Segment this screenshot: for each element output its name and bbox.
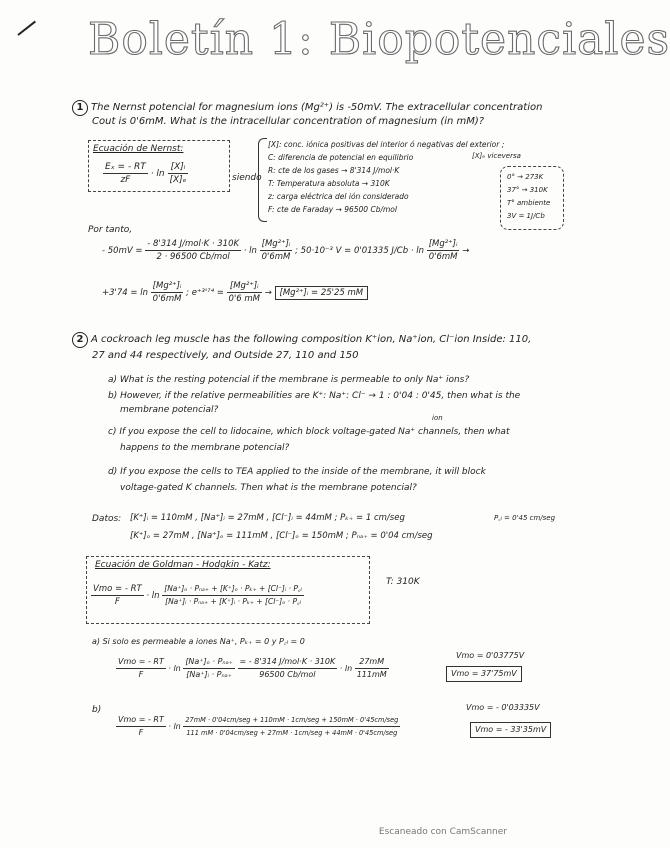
q2-part-b-line2: membrane potencial? — [120, 405, 219, 415]
q2-part-c-ion-note: ion — [432, 414, 443, 422]
q1-number: 1 — [72, 100, 88, 116]
ghk-temperature: T: 310K — [386, 577, 420, 587]
scanner-watermark: Escaneado con CamScanner — [378, 827, 507, 837]
eq1-frac-num: [Mg²⁺]ᵢ — [261, 239, 291, 249]
eq2-frac-den: 0'6mM — [152, 294, 182, 304]
q2-part-b-line1: b) However, if the relative permeabilities are K⁺: Na⁺: Cl⁻ → 1 : 0'04 : 0'45, then what is the — [108, 391, 521, 401]
q2-part-d-line2: voltage-gated K channels. Then what is the membrane potencial? — [120, 483, 417, 493]
nernst-box-title: Ecuación de Nernst: — [93, 144, 184, 154]
eq2-frac2-num: [Mg²⁺]ᵢ — [227, 280, 262, 293]
eq1-den: 2 · 96500 Cb/mol — [156, 252, 230, 262]
pen-stroke-mark — [17, 21, 36, 36]
part-a-equation — [116, 656, 389, 681]
eq1-lhs: - 50mV = — [102, 246, 143, 256]
def-item: C: diferencia de potencial en equilibrio — [268, 153, 414, 162]
q1-equation-1: - 50mV = $\frac{\text{- 8'314 J/mol·K · 310K}}{\text{2 · 96500 Cb/mol}}$ · ln $\frac{\text{[Mg²⁺]ᵢ}}{0'6mM}$ ; 50·10⁻³ V = 0'01335 J/Cb · ln $\frac{\text{[Mg²⁺]ᵢ}}{0'6mM}$ → — [102, 239, 470, 262]
nernst-den: zF — [120, 175, 131, 185]
def-item: z: carga eléctrica del ión considerado — [268, 192, 409, 201]
eq1-ln: · ln — [243, 246, 257, 256]
part-b-result: Vmo = - 33'35mV — [470, 722, 551, 738]
part-a-eq: = - 8'314 J/mol·K · 310K — [238, 656, 338, 669]
datos-row-1: [K⁺]ᵢ = 110mM , [Na⁺]ᵢ = 27mM , [Cl⁻]ᵢ = 44mM ; Pₖ₊ = 1 cm/seg — [130, 513, 405, 523]
ghk-equation-box — [86, 556, 370, 624]
temp-notes — [507, 171, 550, 223]
part-b-lhs: Vmo = - RT — [116, 714, 166, 727]
ghk-box-title: Ecuación de Goldman - Hodgkin - Katz: — [95, 560, 271, 570]
nernst-frac-den: [X]ₑ — [169, 175, 187, 185]
part-a-frac-den: 111mM — [356, 670, 387, 679]
eq1-frac2-den: 0'6mM — [428, 252, 458, 262]
part-a-eq-den: 96500 Cb/mol — [259, 670, 316, 679]
q2-number: 2 — [72, 332, 88, 348]
datos-row-1-right: P꜀ₗ = 0'45 cm/seg — [494, 514, 556, 522]
part-a-label: a) Si solo es permeable a iones Na⁺, Pₖ₊ = 0 y P꜀ₗ = 0 — [92, 637, 305, 646]
datos-label: Datos: — [92, 514, 122, 524]
ghk-num-row: [Na⁺]ₒ · Pₙₐ₊ + [K⁺]ₒ · Pₖ₊ + [Cl⁻]ᵢ · P꜀ₗ — [162, 583, 303, 596]
nernst-equation-box — [88, 140, 230, 192]
part-a-lhs: Vmo = - RT — [116, 656, 166, 669]
ghk-den: F — [114, 597, 120, 607]
def-item: [X]: conc. iónica positivas del interior ó negativas del exterior ; — [268, 140, 505, 149]
eq2-lhs: +3'74 = ln — [102, 288, 148, 298]
def-item: F: cte de Faraday → 96500 Cb/mol — [268, 205, 397, 214]
nernst-lhs: Eₓ = - RT — [105, 162, 146, 172]
q2-part-d-line1: d) If you expose the cells to TEA applied to the inside of the membrane, it will block — [108, 467, 486, 477]
defs-brace — [258, 138, 267, 222]
ghk-ln: · ln — [146, 591, 160, 601]
datos-row-2: [K⁺]ₒ = 27mM , [Na⁺]ₒ = 111mM , [Cl⁻]ₒ = 150mM ; Pₙₐ₊ = 0'04 cm/seg — [130, 531, 433, 541]
def-item: T: Temperatura absoluta → 310K — [268, 179, 390, 188]
temp-note: 37° → 310K — [507, 186, 548, 194]
temperature-note-box — [500, 166, 564, 230]
q2-part-c-line1: c) If you expose the cell to lidocaine, which block voltage-gated Na⁺ channels, then what — [108, 427, 510, 437]
eq1-num: - 8'314 J/mol·K · 310K — [147, 239, 240, 249]
page-title: Boletín 1: Biopotenciales — [88, 14, 670, 65]
temp-note: T° ambiente — [507, 199, 551, 207]
eq1-mid: ; 50·10⁻³ V = 0'01335 J/Cb · ln — [295, 246, 424, 256]
nernst-definitions — [268, 138, 504, 216]
part-a-ln: · ln — [168, 664, 181, 673]
q2-line1: A cockroach leg muscle has the following composition K⁺ion, Na⁺ion, Cl⁻ion Inside: 110, — [91, 334, 532, 345]
q1-answer: [Mg²⁺]ᵢ = 25'25 mM — [275, 286, 369, 300]
q2-statement — [72, 332, 531, 348]
part-a-frac-num: 27mM — [355, 656, 389, 669]
eq1-frac2-num: [Mg²⁺]ᵢ — [428, 239, 458, 249]
def-item: R: cte de los gases → 8'314 J/mol·K — [268, 166, 400, 175]
eq2-frac-num: [Mg²⁺]ᵢ — [152, 281, 182, 291]
q1-line2: Cout is 0'6mM. What is the intracellular concentration of magnesium (in mM)? — [92, 116, 485, 127]
siendo-label: siendo — [232, 173, 262, 183]
part-a-dnm: [Na⁺]ᵢ · Pₙₐ₊ — [186, 670, 233, 679]
part-a-result: Vmo = 37'75mV — [446, 666, 522, 682]
temp-note: 3V = 1J/Cb — [507, 212, 545, 220]
eq1-frac-den: 0'6mM — [261, 252, 291, 262]
part-a-den: F — [138, 670, 144, 679]
part-b-num: 27mM · 0'04cm/seg + 110mM · 1cm/seg + 150mM · 0'45cm/seg — [183, 714, 400, 727]
q2-line2: 27 and 44 respectively, and Outside 27, 110 and 150 — [92, 350, 359, 361]
q1-line1: The Nernst potencial for magnesium ions (Mg²⁺) is -50mV. The extracellular concentration — [91, 102, 543, 113]
part-b-equation — [116, 714, 400, 739]
part-a-num: [Na⁺]ₒ · Pₙₐ₊ — [183, 656, 235, 669]
nernst-formula — [103, 161, 188, 186]
eq2-mid: ; e⁺³'⁷⁴ = — [186, 288, 224, 298]
q1-statement — [72, 100, 542, 116]
ghk-lhs: Vmo = - RT — [93, 584, 142, 594]
part-b-ln: · ln — [168, 722, 181, 731]
part-b-dnm: 111 mM · 0'04cm/seg + 27mM · 1cm/seg + 44mM · 0'45cm/seg — [186, 729, 398, 737]
part-b-den: F — [138, 728, 144, 737]
por-tanto: Por tanto, — [88, 225, 133, 235]
part-a-result-raw: Vmo = 0'03775V — [456, 651, 525, 660]
ghk-den-row: [Na⁺]ᵢ · Pₙₐ₊ + [K⁺]ᵢ · Pₖ₊ + [Cl⁻]ₒ · P꜀ₗ — [165, 597, 301, 606]
part-b-label: b) — [92, 705, 102, 715]
temp-note: 0° → 273K — [507, 173, 544, 181]
q1-equation-2: +3'74 = ln $\frac{\text{[Mg²⁺]ᵢ}}{0'6mM}$ ; e⁺³'⁷⁴ = $\frac{\text{[Mg²⁺]ᵢ}}{0'6 mM}$ → [Mg²⁺]ᵢ = 25'25 mM — [102, 280, 368, 305]
ghk-formula — [91, 583, 304, 608]
nernst-frac-num: [X]ᵢ — [168, 161, 189, 174]
q2-part-c-line2: happens to the membrane potencial? — [120, 443, 290, 453]
eq2-frac2-den: 0'6 mM — [228, 294, 260, 304]
defs-right-note: [X]ₑ viceversa — [472, 152, 521, 160]
nernst-ln: · ln — [150, 169, 165, 179]
part-b-result-raw: Vmo = - 0'03335V — [466, 703, 540, 712]
part-a-ln2: · ln — [339, 664, 353, 673]
q2-part-a: a) What is the resting potencial if the membrane is permeable to only Na⁺ ions? — [108, 375, 470, 385]
